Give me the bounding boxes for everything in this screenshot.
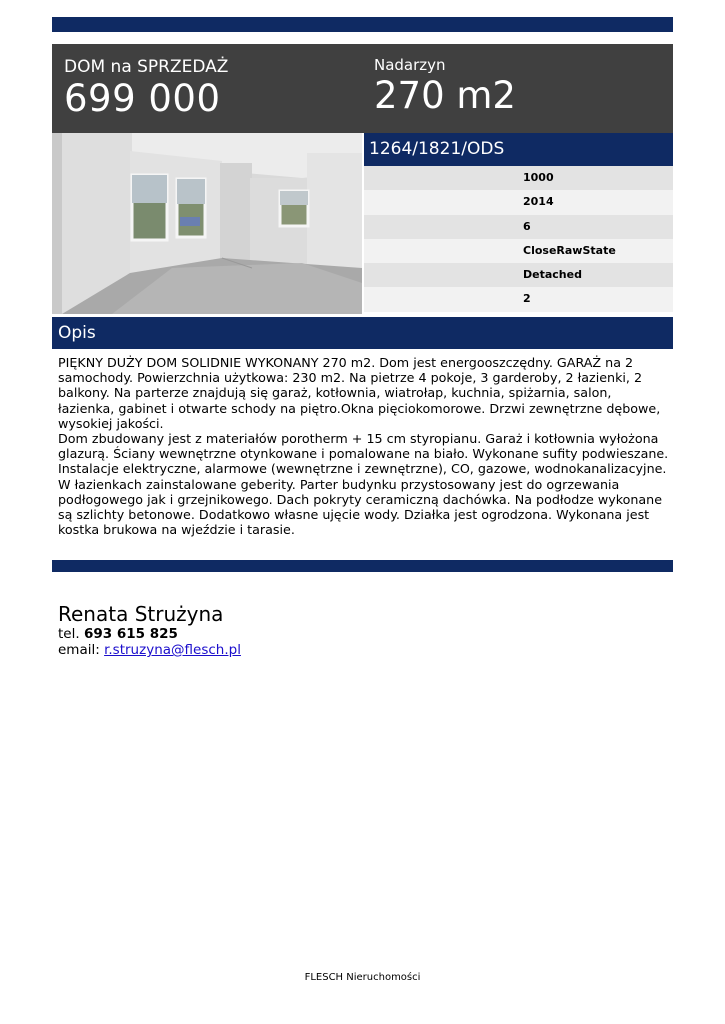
agent-email-line [58,642,241,658]
param-row [364,263,673,287]
param-value: 6 [523,219,531,233]
params-table [364,166,673,312]
agent-contact [58,602,241,658]
param-row [364,166,673,190]
description-paragraph: PIĘKNY DUŻY DOM SOLIDNIE WYKONANY 270 m2. Dom jest energooszczędny. GARAŻ na 2 samochody. Powierzchnia użytkowa: 230 m2. Na pietrze 4 pokoje, 3 garderoby, 2 łazienki, 2 balkony. Na parterze znajdują się garaż, kotłownia, wiatrołap, kuchnia, spiżarnia, salon, łazienka, gabinet i otwarte schody na piętro.Okna pięciokomorowe. Drzwi zewnętrzne dębowe, wysokiej jakości. [58,355,661,431]
reference-number-bar [364,133,673,166]
param-row [364,215,673,239]
description-heading: Opis [58,323,96,343]
param-row [364,287,673,311]
agent-phone-line [58,626,241,642]
param-row [364,190,673,214]
description-heading-bar [52,317,673,349]
agent-phone: 693 615 825 [83,626,178,642]
param-value: CloseRawState [523,243,616,257]
email-label: email: [58,642,100,658]
top-accent-bar [52,17,673,32]
price: 699 000 [64,77,221,120]
param-row [364,239,673,263]
reference-number: 1264/1821/ODS [369,139,505,159]
param-value: Detached [523,268,582,282]
description-paragraph: Dom zbudowany jest z materiałów porotherm + 15 cm styropianu. Garaż i kotłownia wyłożona glazurą. Ściany wewnętrzne otynkowane i pomalowane na biało. Wykonane sufity podwieszane. Instalacje elektryczne, alarmowe (wewnętrzne i zewnętrzne), CO, gazowe, wodnokanalizacyjne. W łazienkach zainstalowane geberity. Parter budynku przystosowany jest do ogrzewania podłogowego jak i grzejnikowego. Dach pokryty ceramiczną dachówka. Na podłodze wykonane są szlichty betonowe. Dodatkowo własne ujęcie wody. Działka jest ogrodzona. Wykonana jest kostka brukowa na wjeździe i tarasie. [58,431,669,538]
property-type: DOM na SPRZEDAŻ [64,57,229,77]
agent-email-link[interactable]: r.struzyna@flesch.pl [104,642,241,658]
param-value: 1000 [523,171,554,184]
property-photo [52,133,362,314]
phone-label: tel. [58,626,80,642]
agent-name: Renata Strużyna [58,602,224,626]
description-text [58,355,670,537]
param-value: 2 [523,292,531,306]
area: 270 m2 [374,74,516,117]
divider-bar [52,560,673,572]
location: Nadarzyn [374,56,446,74]
listing-header [52,44,673,133]
footer-text: FLESCH Nieruchomości [304,972,421,983]
param-value: 2014 [523,195,554,209]
